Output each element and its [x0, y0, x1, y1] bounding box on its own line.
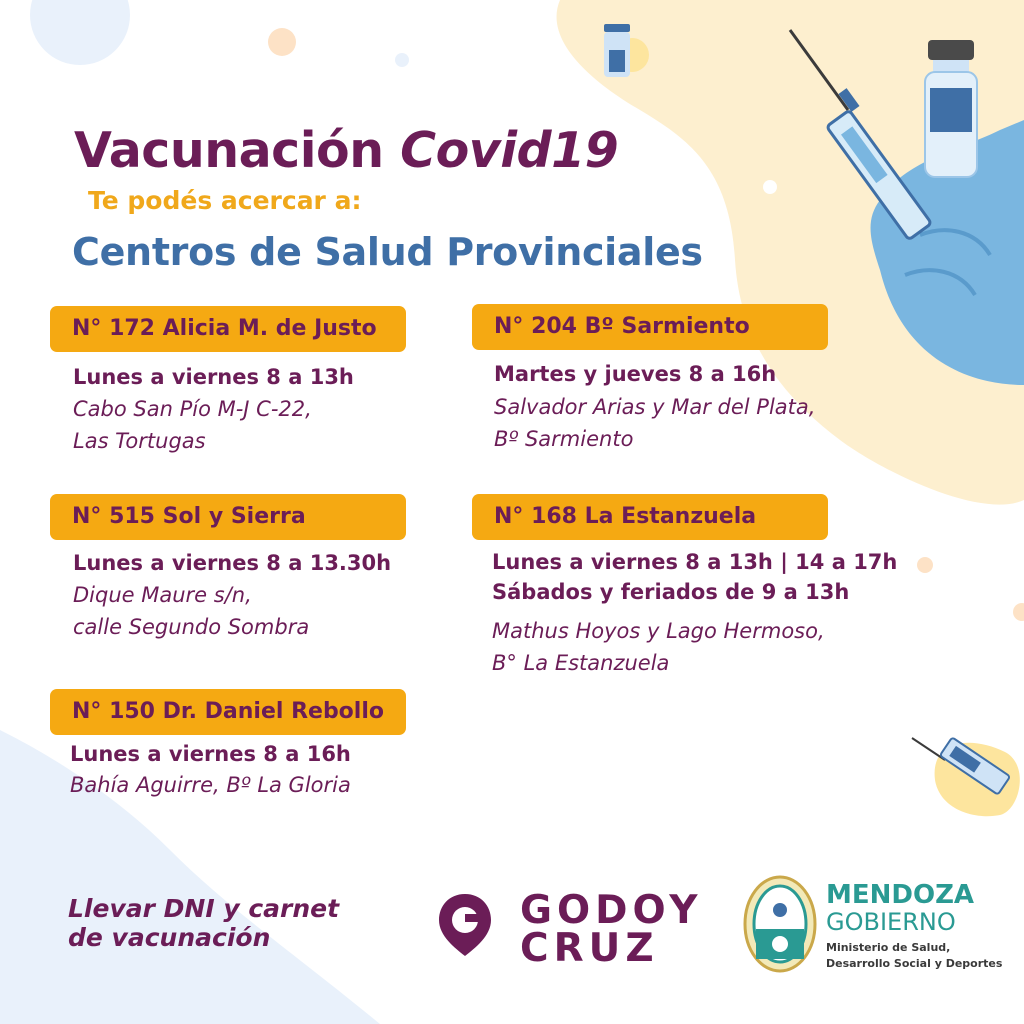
mendoza-subtitle: GOBIERNO	[826, 908, 956, 936]
section-heading: Centros de Salud Provinciales	[72, 230, 703, 274]
center-address: Bahía Aguirre, Bº La Gloria	[70, 773, 351, 797]
center-hours: Lunes a viernes 8 a 13h | 14 a 17h	[492, 550, 898, 574]
logo-word-cruz: CRUZ	[520, 926, 659, 971]
provincial-seal-icon	[742, 874, 818, 974]
godoy-cruz-logo	[430, 880, 703, 971]
center-tag-168: N° 168 La Estanzuela	[472, 494, 828, 540]
center-address: Dique Maure s/n, calle Segundo Sombra	[73, 583, 310, 639]
subtitle: Te podés acercar a:	[88, 186, 362, 215]
location-pin-icon	[435, 890, 495, 960]
syringe-icon	[790, 30, 931, 240]
small-vial-icon	[604, 24, 649, 77]
center-hours: Lunes a viernes 8 a 16h	[70, 742, 351, 766]
center-tag-204: N° 204 Bº Sarmiento	[472, 304, 828, 350]
center-address: Cabo San Pío M-J C-22, Las Tortugas	[73, 397, 312, 453]
center-hours: Lunes a viernes 8 a 13.30h	[73, 551, 392, 575]
logo-word-godoy: GODOY	[520, 888, 703, 933]
center-tag-515: N° 515 Sol y Sierra	[50, 494, 406, 540]
requirements-note: Llevar DNI y carnet de vacunación	[68, 894, 340, 952]
center-tag-172: N° 172 Alicia M. de Justo	[50, 306, 406, 352]
small-syringe-icon	[912, 737, 1010, 794]
mendoza-title: MENDOZA	[826, 880, 975, 910]
center-hours: Lunes a viernes 8 a 13h	[73, 365, 354, 389]
center-address: Salvador Arias y Mar del Plata, Bº Sarmiento	[494, 395, 816, 451]
center-hours-weekend: Sábados y feriados de 9 a 13h	[492, 580, 850, 604]
mendoza-ministry: Ministerio de Salud, Desarrollo Social y Deportes	[826, 941, 1003, 970]
center-tag-150: N° 150 Dr. Daniel Rebollo	[50, 689, 406, 735]
center-address: Mathus Hoyos y Lago Hermoso, B° La Estanzuela	[492, 619, 825, 675]
vaccine-vial-icon	[925, 40, 977, 177]
center-hours: Martes y jueves 8 a 16h	[494, 362, 777, 386]
page-title: Vacunación Covid19	[74, 122, 619, 179]
